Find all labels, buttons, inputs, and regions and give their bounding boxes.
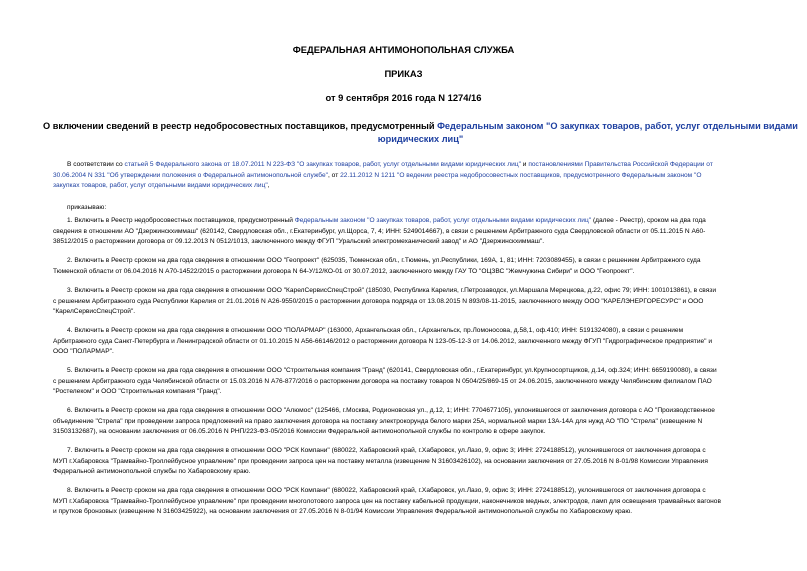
item-text: (далее - Реестр), сроком на два года xyxy=(591,217,706,224)
document-subject xyxy=(34,120,807,145)
item-line: 7. Включить в Реестр сроком на два года сведения в отношении ООО "РСК Компани" (680022, Хабаровский край, г.Хабаровск, ул.Лазо, 9, офис 3; ИНН: 2724188512), уклонившегося от заключения договора с xyxy=(67,447,706,454)
government-decree-link[interactable]: постановлениями Правительства Российской Федерации от xyxy=(528,161,713,168)
preamble-line xyxy=(53,171,807,182)
order-item-2 xyxy=(53,256,807,277)
preamble-text: и xyxy=(520,161,529,168)
item-line: ООО "ПОЛАРМАР". xyxy=(53,348,114,355)
item-line: Тюменской области от 06.04.2016 N А70-14522/2015 о расторжении договора N 64-У/12/КО-01 от 30.07.2012, заключенного между ГАУ ТО "ОЦЗВС "Жемчужина Сибири" и ООО "Геопроект". xyxy=(53,267,635,275)
item-line: объединение "Стрела" при проведении запроса предложений на право заключения договора на поставку электрокорунда белого марки 25А, нормальной марки 13А-14А для нужд АО "ПО "Стрела" (извещение N xyxy=(53,417,703,425)
decree-1211-link-continued[interactable]: закупках товаров, работ, услуг отдельными видами юридических лиц" xyxy=(53,182,268,189)
order-item-1 xyxy=(53,216,807,248)
federal-law-link[interactable]: Федеральным законом "О закупках товаров, работ, услуг отдельными видами юридических лиц" xyxy=(294,217,592,224)
subject-law-link-continued[interactable]: юридических лиц" xyxy=(377,133,464,144)
item-line: 3. Включить в Реестр сроком на два года сведения в отношении ООО "КарелСервисСпецСтрой" (185030, Республика Карелия, г.Петрозаводск, ул.Маршала Мерецкова, д.22, офис 79; ИНН: 1001013861), в связи xyxy=(67,287,717,294)
item-text: 1. Включить в Реестр недобросовестных поставщиков, предусмотренный xyxy=(67,217,295,224)
order-item-3 xyxy=(53,286,807,318)
order-item-6 xyxy=(53,406,807,438)
item-line: МУП г.Хабаровска "Трамвайно-Троллейбусное управление" при проведении запроса цен на поставку металла (извещение N 31603426102), на основании заключения от 27.05.2016 N 8-01/98 Комиссии Управления xyxy=(53,457,708,465)
item-line: 31503132687), на основании заключения от 06.05.2016 N РНП/223-ФЗ-05/2016 Комиссии Федеральной антимонопольной службы по контролю в сфере закупок. xyxy=(53,428,546,435)
item-line: Федеральной антимонопольной службы по Хабаровскому краю. xyxy=(53,468,251,475)
document-type: ПРИКАЗ xyxy=(384,68,423,79)
subject-law-link[interactable]: Федеральным законом "О закупках товаров, работ, услуг отдельными видами xyxy=(437,121,798,131)
item-line: 6. Включить в Реестр сроком на два года сведения в отношении ООО "Алюмос" (125466, г.Москва, Родионовская ул., д.12, 1; ИНН: 7704677105), уклонившегося от заключения договора с АО "Производственное xyxy=(67,407,715,414)
item-line: Арбитражного суда Санкт-Петербурга и Ленинградской области от 01.10.2015 N А56-66146/2012 о расторжении договора N 123-05-12-3 от 14.06.2012, заключенного между ФГУП "Гидрографическое предприятие" и xyxy=(53,337,713,345)
item-line: МУП г.Хабаровска "Трамвайно-Троллейбусное управление" при проведении многолотового запроса цен на поставку кабельной продукции, наконечников медных, электродов, ламп для освещения трамвайных вагонов xyxy=(53,497,721,505)
item-line: 2. Включить в Реестр сроком на два года сведения в отношении ООО "Геопроект" (625035, Тюменская обл., г.Тюмень, ул.Республики, 169А, 1, 81; ИНН: 7203089455), в связи с решением Арбитражного суда xyxy=(67,257,701,264)
law-article-link[interactable]: статьей 5 Федерального закона от 18.07.2011 N 223-ФЗ "О закупках товаров, работ, услуг отдельными видами юридических лиц" xyxy=(124,161,521,168)
item-line: "КарелСервисСпецСтрой". xyxy=(53,308,136,315)
agency-title: ФЕДЕРАЛЬНАЯ АНТИМОНОПОЛЬНАЯ СЛУЖБА xyxy=(292,44,515,55)
item-line xyxy=(53,216,807,227)
item-line: 5. Включить в Реестр сроком на два года сведения в отношении ООО "Строительная компания "Гранд" (620141, Свердловская обл., г.Екатеринбург, ул.Крупносортщиков, д.14, оф.324; ИНН: 6659190080), в связи xyxy=(67,367,717,374)
order-item-4 xyxy=(53,326,807,358)
item-line: "Ростелеком" и ООО "Строительная компания "Гранд". xyxy=(53,388,222,395)
subject-text: О включении сведений в реестр недобросовестных поставщиков, предусмотренный xyxy=(43,121,438,131)
decree-1211-link[interactable]: 22.11.2012 N 1211 "О ведении реестра недобросовестных поставщиков, предусмотренного Федеральным законом "О xyxy=(340,171,702,179)
order-word: приказываю: xyxy=(67,204,107,211)
item-line: 8. Включить в Реестр сроком на два года сведения в отношении ООО "РСК Компани" (680022, Хабаровский край, г.Хабаровск, ул.Лазо, 9, офис 3; ИНН: 2724188512), уклонившегося от заключения договора с xyxy=(67,487,706,494)
decree-331-link[interactable]: 30.06.2004 N 331 "Об утверждении положения о Федеральной антимонопольной службе" xyxy=(53,171,329,179)
order-item-5 xyxy=(53,366,807,398)
preamble-line xyxy=(53,160,807,171)
item-line: с решением Арбитражного суда Челябинской области от 15.03.2016 N А76-877/2016 о расторжении договора на поставку товаров N 0504/25/869-15 от 24.06.2015, заключенного между Челябинским филиалом ПАО xyxy=(53,377,712,385)
preamble-line xyxy=(53,181,807,192)
preamble-text: В соответствии со xyxy=(67,161,125,168)
item-line: сведения в отношении АО "Дзержинскхиммаш" (620142, Свердловская обл., г.Екатеринбург, ул.Щорса, 7, 4; ИНН: 5249014667), в связи с решением Арбитражного суда Свердловской области от 05.11.2015 N А60- xyxy=(53,227,706,235)
document-date-number: от 9 сентября 2016 года N 1274/16 xyxy=(325,92,482,103)
preamble-text: , от xyxy=(328,171,341,179)
order-item-7 xyxy=(53,446,807,478)
order-item-8 xyxy=(53,486,807,518)
item-line: и прутков бронзовых (извещение N 31603425922), на основании заключения от 27.05.2016 N 8-01/94 Комиссии Управления Федеральной антимонопольной службы по Хабаровскому краю. xyxy=(53,508,633,515)
preamble xyxy=(53,160,807,192)
item-line: 38512/2015 о расторжении договора от 09.12.2013 N 0512/1013, заключенного между ФГУП "Уральский электромеханический завод" и АО "Дзержинскхиммаш". xyxy=(53,238,545,245)
item-line: 4. Включить в Реестр сроком на два года сведения в отношении ООО "ПОЛАРМАР" (163000, Архангельская обл., г.Архангельск, пр.Ломоносова, д.58,1, оф.410; ИНН: 5191324080), в связи с решением xyxy=(67,327,684,334)
preamble-text: , xyxy=(267,182,270,189)
item-line: с решением Арбитражного суда Республики Карелия от 21.01.2016 N А26-9550/2015 о расторжении договора подряда от 13.08.2015 N 893/08-11-2015, заключенного между ООО "КАРЕЛЭНЕРГОРЕСУРС" и ООО xyxy=(53,297,704,305)
